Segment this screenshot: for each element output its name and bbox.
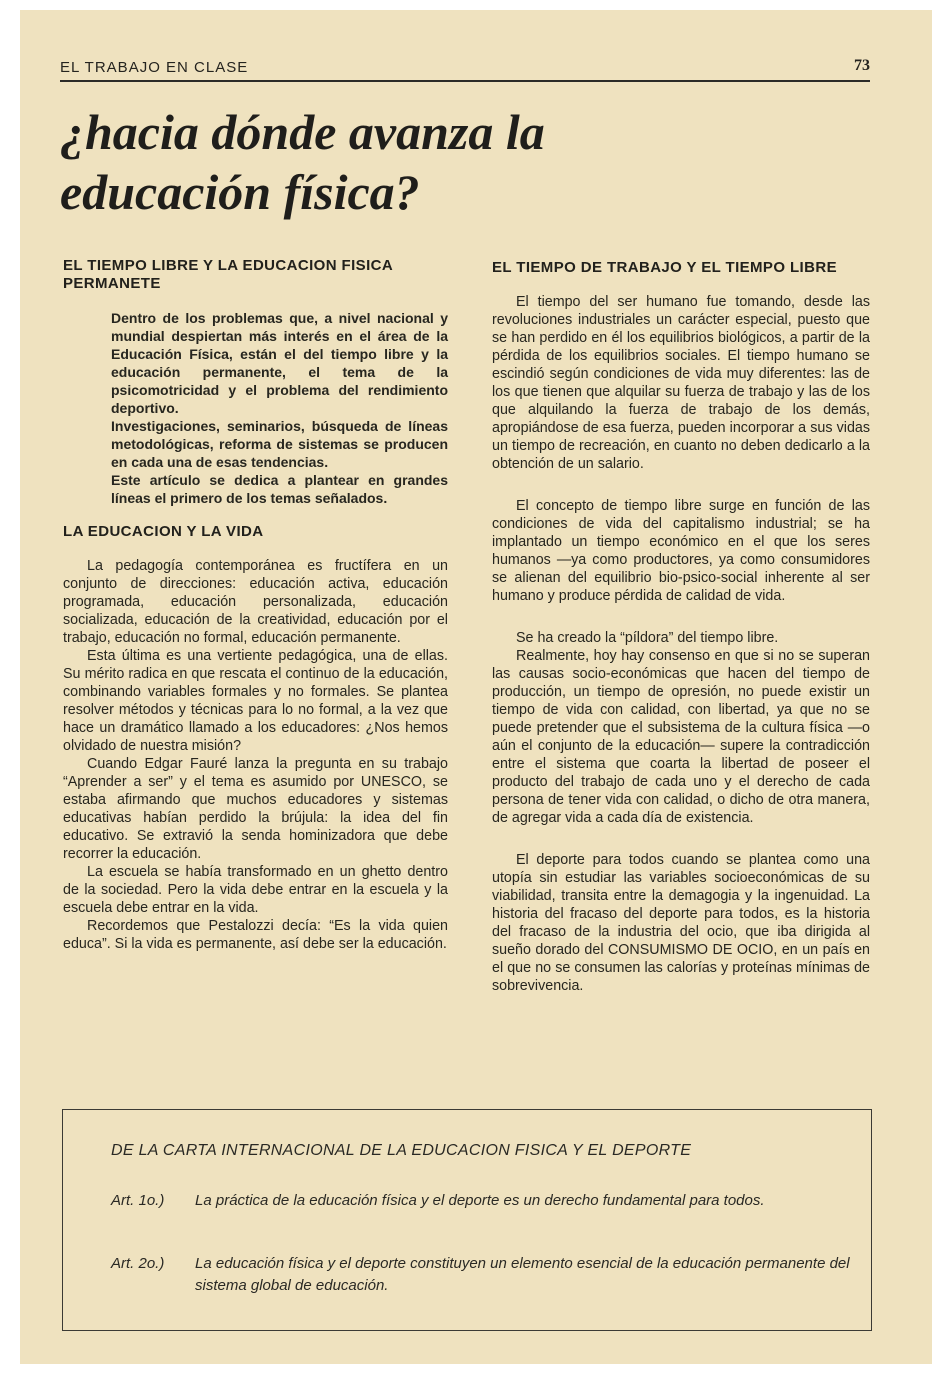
body-paragraph: Cuando Edgar Fauré lanza la pregunta en su trabajo “Aprender a ser” y el tema es asumido por UNESCO, se estaba afirmando que muchos educadores y sistemas educativas habían perdido la brújula: la idea del fin educativo. Se extravió la senda hominizadora que debe recorrer la educación. (63, 756, 448, 862)
lead-paragraph: Dentro de los problemas que, a nivel nacional y mundial despiertan más interés en el área de la Educación Física, están el del tiempo libre y la educación permanente, el tema de la psicomotricidad y el problema del rendimiento deportivo. (111, 310, 448, 416)
section-title: EL TRABAJO EN CLASE (60, 59, 249, 76)
article-title (60, 102, 880, 222)
body-paragraph: El concepto de tiempo libre surge en función de las condiciones de vida del capitalismo industrial; se ha implantado un tiempo económico en el que los seres humanos —ya como productores, ya como consumidores se alienan del equilibrio bio-psico-social inherente al ser humano y produce pérdida de calidad de vida. (492, 498, 870, 604)
charter-article (111, 1190, 851, 1212)
body-paragraph: El tiempo del ser humano fue tomando, desde las revoluciones industriales un carácter especial, puesto que se han perdido en él los equilibrios biológicos, a partir de la pérdida de los equilibrios sociales. El tiempo humano se escindió según condiciones de vida muy diferentes: las de los que tienen que alquilar su fuerza de trabajo y las de los que alquilando la fuerza de trabajo de los demás, apropiándose de esa fuerza, pueden incorporar a sus vidas un tiempo de recreación, en cuanto no deben dedicarlo a la obtención de un salario. (492, 294, 870, 472)
body-paragraph: Se ha creado la “píldora” del tiempo libre. (516, 630, 779, 646)
body-paragraph: La escuela se había transformado en un ghetto dentro de la sociedad. Pero la vida debe entrar en la escuela y la escuela debe entrar en la vida. (63, 864, 448, 916)
charter-article (111, 1253, 851, 1297)
title-line-2: educación física? (60, 164, 420, 220)
heading-educacion-vida: LA EDUCACION Y LA VIDA (63, 523, 264, 540)
title-line-1: ¿hacia dónde avanza la (60, 104, 545, 160)
article-number: Art. 1o.) (111, 1192, 165, 1209)
magazine-page (20, 10, 932, 1364)
running-header (60, 56, 870, 82)
right-column (492, 259, 870, 995)
page-number: 73 (854, 57, 870, 74)
article-text: La educación física y el deporte constituyen un elemento esencial de la educación permanente del sistema global de educación. (195, 1255, 850, 1294)
body-paragraph: Realmente, hoy hay consenso en que si no se superan las causas socio-económicas que hacen del tiempo de producción, un tiempo de opresión, no puede existir un tiempo de vida con calidad, con libertad, ya que no se puede pretender que el subsistema de la cultura física —o aún el conjunto de la educación— supere la contradicción entre el sistema que coarta la libertad de poseer el producto del trabajo de cada uno y el derecho de cada persona de tener vida con calidad, o dicho de otra manera, de agregar vida a cada día de existencia. (492, 648, 870, 826)
charter-box (62, 1109, 872, 1331)
body-paragraph: El deporte para todos cuando se plantea como una utopía sin estudiar las variables socioeconómicas de su viabilidad, transita entre la demagogia y la ingenuidad. La historia del fracaso del deporte para todos, es la historia del fracaso de la industria del ocio, que iba dirigida al sueño dorado del CONSUMISMO DE OCIO, en un país en el que no se consumen las calorías y proteínas mínimas de sobrevivencia. (492, 852, 870, 994)
article-text: La práctica de la educación física y el deporte es un derecho fundamental para todos. (195, 1192, 765, 1209)
heading-tiempo-trabajo: EL TIEMPO DE TRABAJO Y EL TIEMPO LIBRE (492, 259, 837, 276)
charter-heading: DE LA CARTA INTERNACIONAL DE LA EDUCACION FISICA Y EL DEPORTE (111, 1142, 692, 1159)
lead-paragraph: Este artículo se dedica a plantear en grandes líneas el primero de los temas señalados. (111, 472, 448, 506)
body-paragraph: La pedagogía contemporánea es fructífera en un conjunto de direcciones: educación activa, educación programada, educación personalizada, educación socializada, educación de la creatividad, educación por el trabajo, educación no formal, educación permanente. (63, 558, 448, 646)
lead-paragraphs (111, 309, 448, 507)
lead-paragraph: Investigaciones, seminarios, búsqueda de líneas metodológicas, reforma de sistemas se producen en cada una de esas tendencias. (111, 418, 448, 470)
article-number: Art. 2o.) (111, 1255, 165, 1272)
body-paragraph: Recordemos que Pestalozzi decía: “Es la vida quien educa”. Si la vida es permanente, así debe ser la educación. (63, 918, 448, 952)
left-column (63, 257, 448, 953)
heading-tiempo-libre: EL TIEMPO LIBRE Y LA EDUCACION FISICA PERMANETE (63, 257, 393, 292)
body-paragraph: Esta última es una vertiente pedagógica, una de ellas. Su mérito radica en que rescata el continuo de la educación, combinando variables formales y no formales. Se plantea resolver métodos y técnicas para lo no formal, a la vez que hace un dramático llamado a los educadores: ¿Nos hemos olvidado de nuestra misión? (63, 648, 448, 754)
